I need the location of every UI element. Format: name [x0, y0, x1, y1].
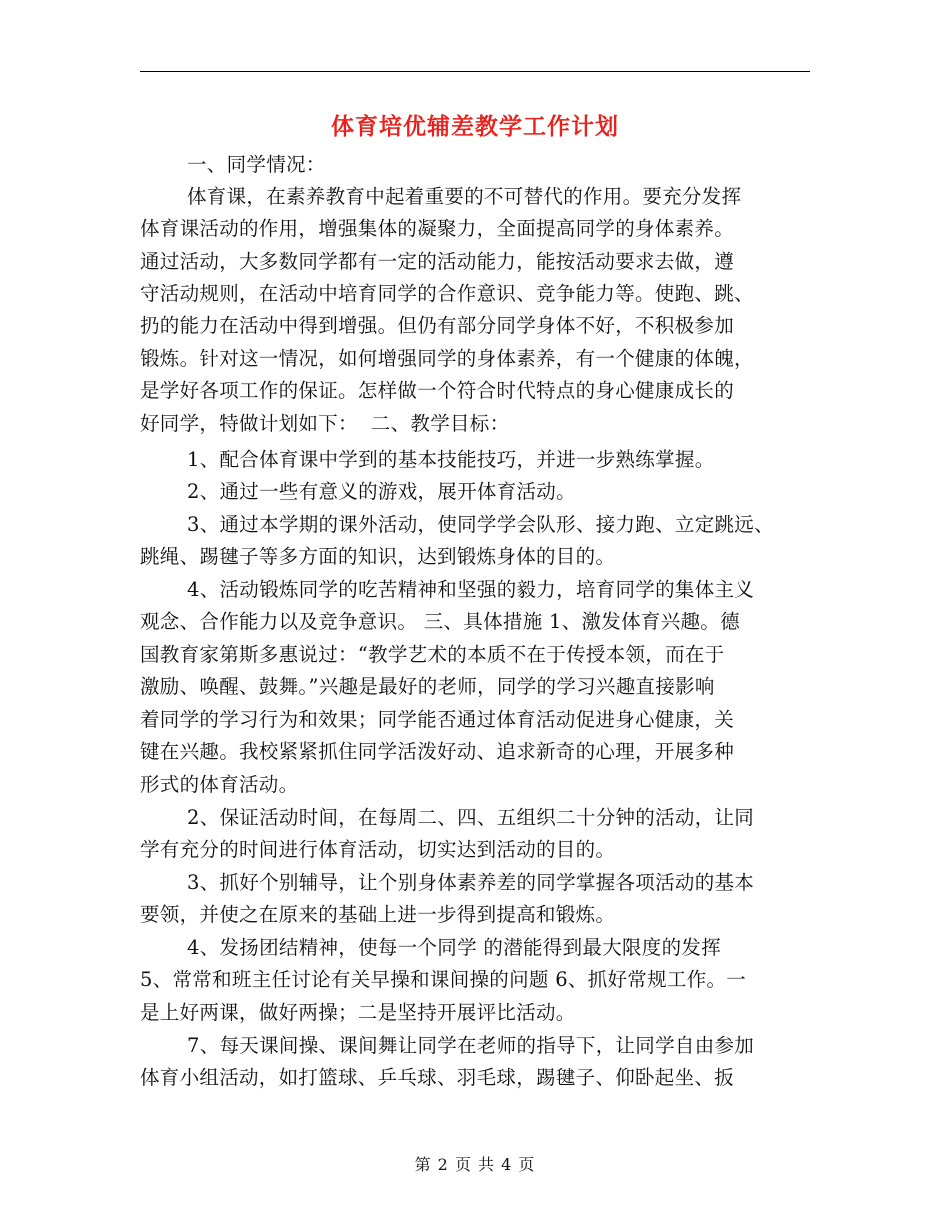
text-line: 好同学，特做计划如下： 二、教学目标：	[140, 412, 510, 435]
text-line: 3、通过本学期的课外活动，使同学学会队形、接力跑、立定跳远、	[187, 513, 774, 536]
text-line: 是上好两课，做好两操；二是坚持开展评比活动。	[140, 1001, 576, 1024]
header-rule	[140, 71, 810, 72]
text-line: 学有充分的时间进行体育活动，切实达到活动的目的。	[140, 838, 616, 861]
text-line: 键在兴趣。我校紧紧抓住同学活泼好动、追求新奇的心理，开展多种	[140, 740, 735, 763]
text-line: 体育课，在素养教育中起着重要的不可替代的作用。要充分发挥	[187, 185, 742, 208]
text-line: 要领，并使之在原来的基础上进一步得到提高和锻炼。	[140, 903, 616, 926]
text-line: 着同学的学习行为和效果；同学能否通过体育活动促进身心健康，关	[140, 708, 735, 731]
text-line: 7、每天课间操、课间舞让同学在老师的指导下，让同学自由参加	[187, 1034, 755, 1057]
text-line: 激励、唤醒、鼓舞。”兴趣是最好的老师，同学的学习兴趣直接影响	[140, 675, 715, 698]
text-line: 2、通过一些有意义的游戏，展开体育活动。	[187, 480, 576, 503]
text-line: 1、配合体育课中学到的基本技能技巧，并进一步熟练掌握。	[187, 448, 715, 471]
text-line: 锻炼。针对这一情况，如何增强同学的身体素养，有一个健康的体魄，	[140, 347, 754, 370]
text-line: 跳绳、踢毽子等多方面的知识，达到锻炼身体的目的。	[140, 545, 616, 568]
text-line: 5、常常和班主任讨论有关早操和课间操的问题 6、抓好常规工作。一	[140, 968, 747, 991]
text-line: 一、同学情况：	[187, 153, 326, 176]
text-line: 体育小组活动，如打篮球、乒乓球、羽毛球，踢毽子、仰卧起坐、扳	[140, 1066, 735, 1089]
text-line: 扔的能力在活动中得到增强。但仍有部分同学身体不好，不积极参加	[140, 314, 735, 337]
text-line: 国教育家第斯多惠说过：“教学艺术的本质不在于传授本领，而在于	[140, 643, 725, 666]
text-line: 是学好各项工作的保证。怎样做一个符合时代特点的身心健康成长的	[140, 379, 735, 402]
text-line: 3、抓好个别辅导，让个别身体素养差的同学掌握各项活动的基本	[187, 871, 755, 894]
text-line: 4、发扬团结精神，使每一个同学 的潜能得到最大限度的发挥	[187, 936, 722, 959]
text-line: 守活动规则，在活动中培育同学的合作意识、竞争能力等。使跑、跳、	[140, 282, 754, 305]
text-line: 形式的体育活动。	[140, 773, 299, 796]
text-line: 通过活动，大多数同学都有一定的活动能力，能按活动要求去做，遵	[140, 250, 735, 273]
document-title: 体育培优辅差教学工作计划	[331, 113, 619, 140]
text-line: 4、活动锻炼同学的吃苦精神和坚强的毅力，培育同学的集体主义	[187, 578, 755, 601]
text-line: 2、保证活动时间，在每周二、四、五组织二十分钟的活动，让同	[187, 806, 755, 829]
text-line: 体育课活动的作用，增强集体的凝聚力，全面提高同学的身体素养。	[140, 217, 735, 240]
text-line: 观念、合作能力以及竞争意识。 三、具体措施 1、激发体育兴趣。德	[140, 610, 740, 633]
page-footer: 第 2 页 共 4 页	[414, 1155, 536, 1174]
